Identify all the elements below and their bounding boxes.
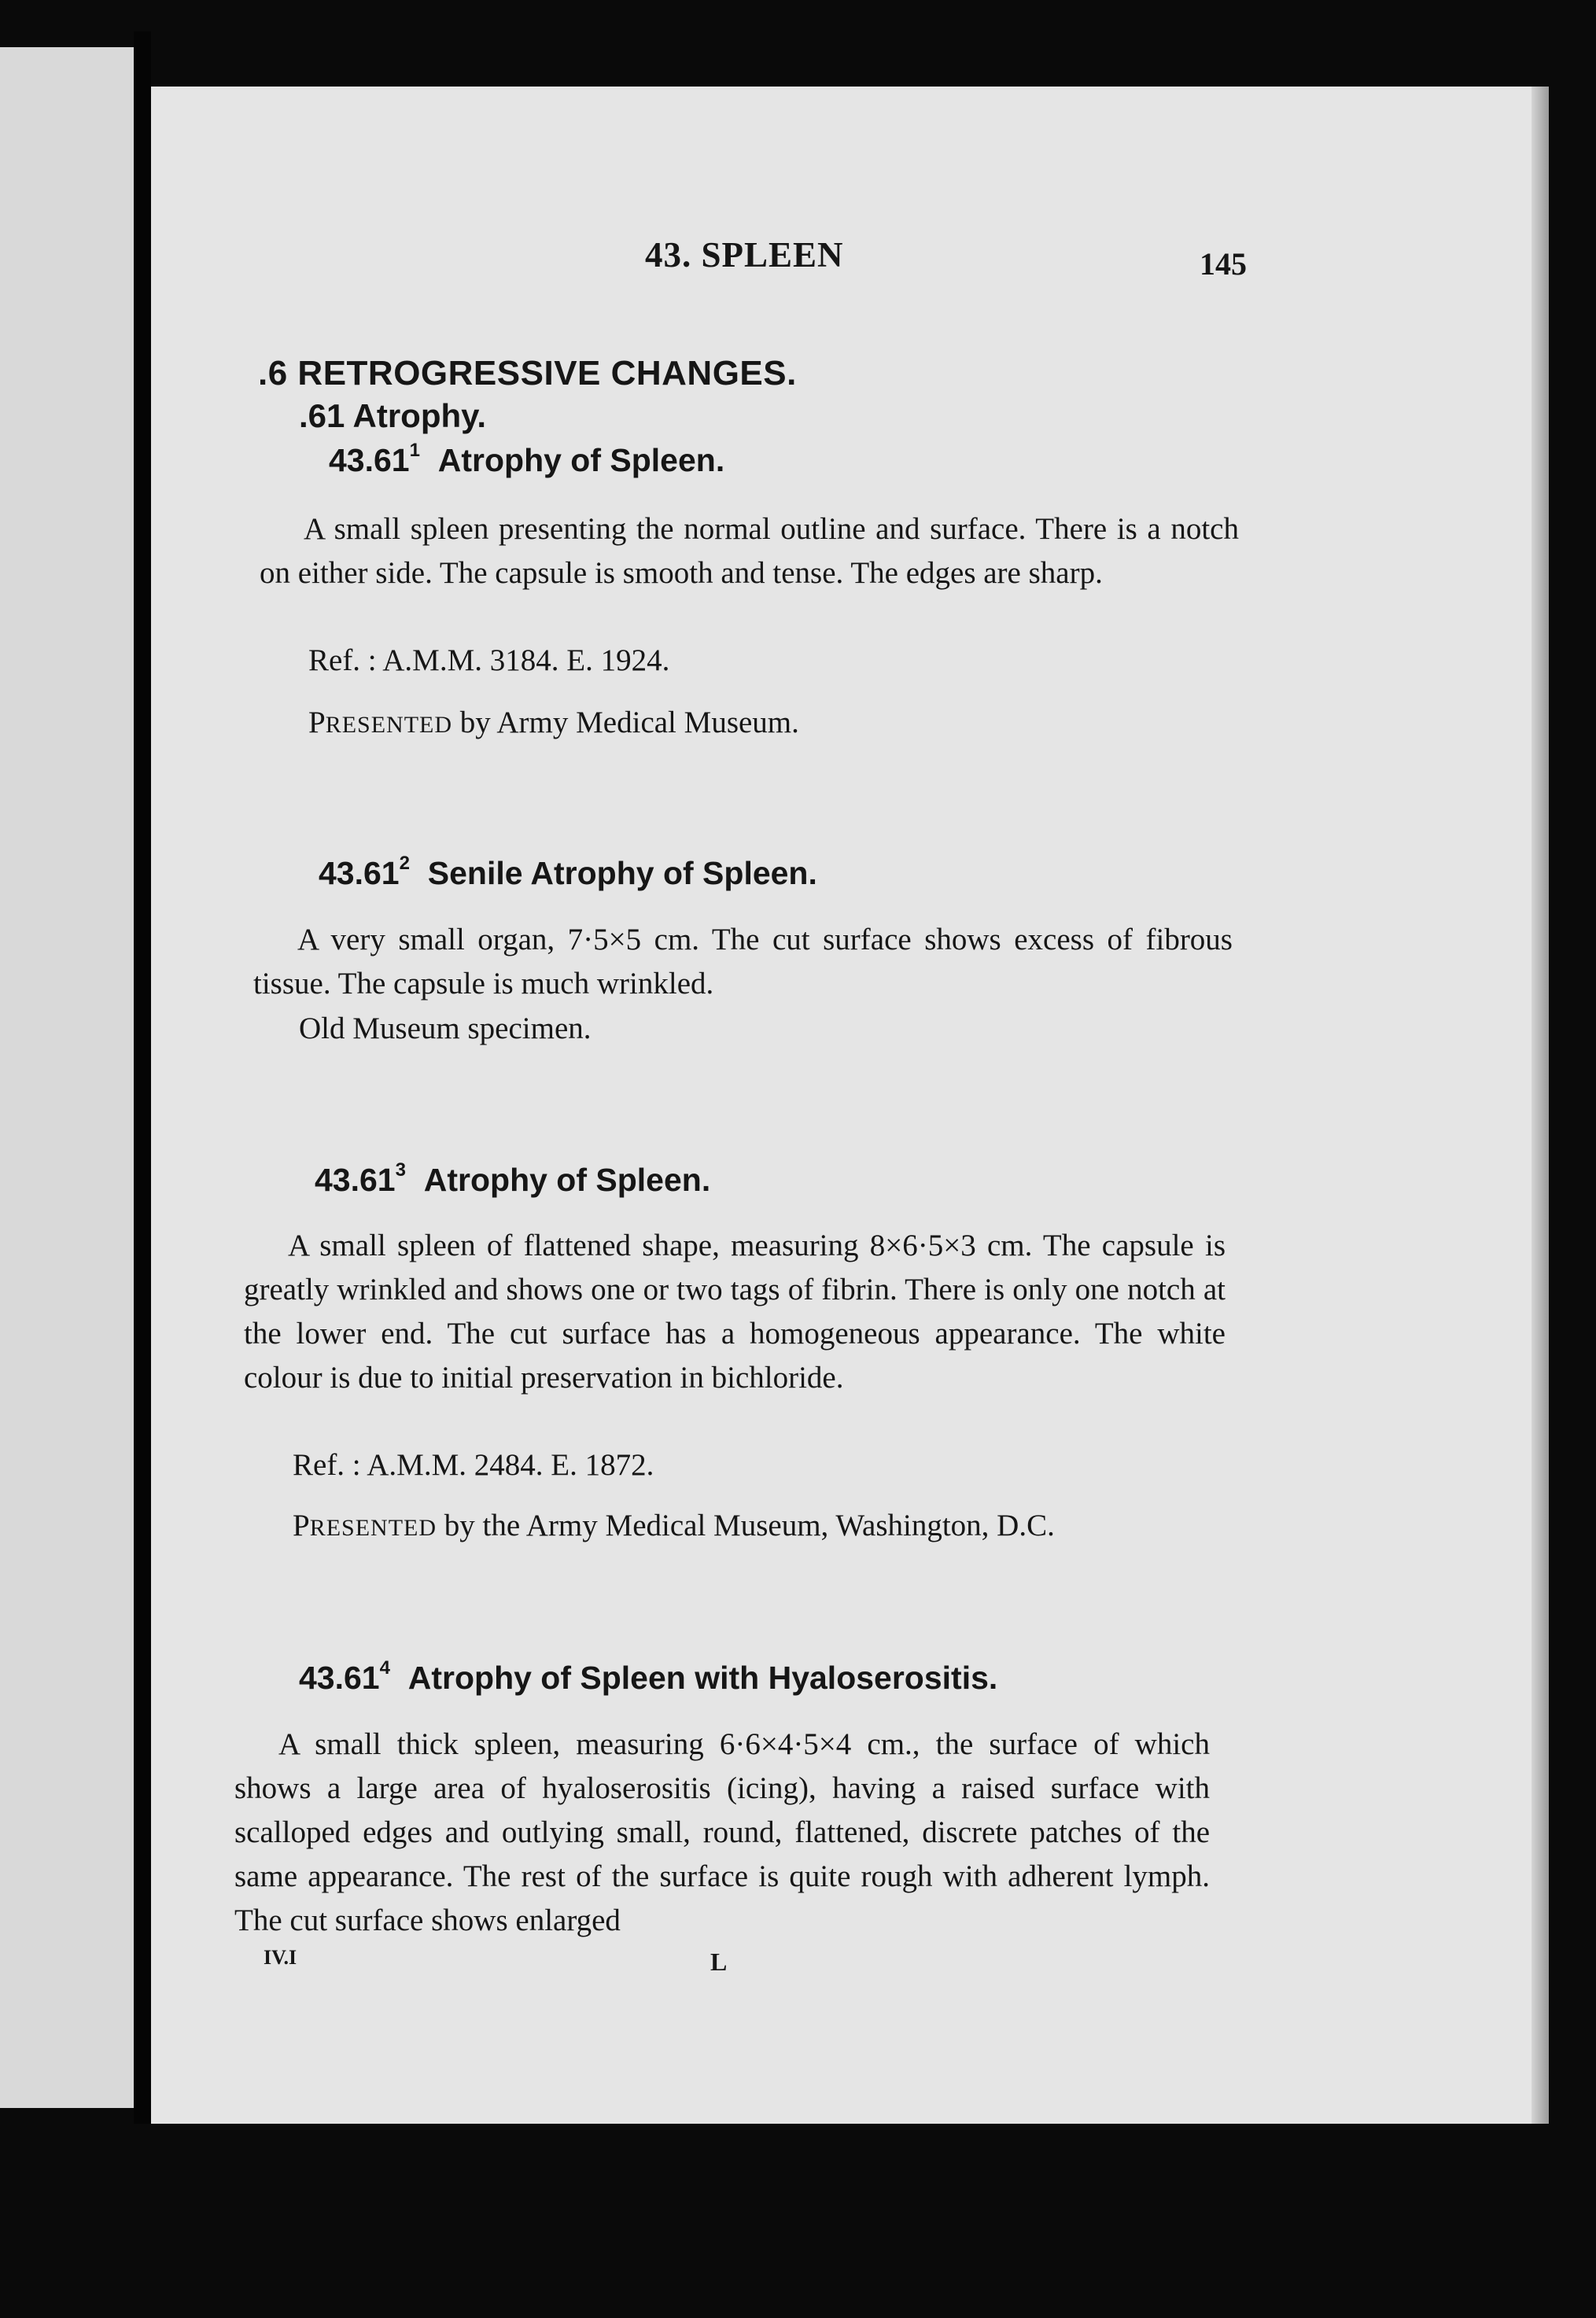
presented-by: by Army Medical Museum.: [452, 706, 799, 739]
entry-text: A very small organ, 7·5×5 cm. The cut surface shows excess of fibrous tissue. The capsule is much wrinkled.: [253, 923, 1233, 1001]
entry-heading: [299, 1657, 998, 1697]
entry-sup: 2: [399, 853, 410, 875]
entry-number: 43.61: [319, 855, 400, 891]
entry-number: 43.61: [315, 1162, 396, 1198]
presented-lead: P: [293, 1509, 310, 1542]
presented-by: by the Army Medical Museum, Washington, D.C.: [437, 1509, 1055, 1542]
entry-text-block: [260, 507, 1239, 595]
entry-title: Senile Atrophy of Spleen.: [427, 855, 817, 891]
entry-text-block: [244, 1224, 1226, 1400]
entry-title: Atrophy of Spleen with Hyaloserositis.: [407, 1660, 998, 1696]
entry-text: A small spleen of flattened shape, measuring 8×6·5×3 cm. The capsule is greatly wrinkled and shows one or two tags of fibrin. There is only one notch at the lower end. The cut surface has a homogeneous appearance. The white colour is due to initial preservation in bichloride.: [244, 1229, 1226, 1395]
entry-title: Atrophy of Spleen.: [423, 1162, 711, 1198]
running-title: 43. SPLEEN: [645, 235, 844, 275]
subsection-heading: .61 Atrophy.: [299, 397, 487, 434]
entry-sup: 4: [379, 1657, 390, 1679]
presented-lead: P: [308, 706, 326, 739]
entry-title: Atrophy of Spleen.: [437, 442, 725, 478]
entry-heading: [329, 442, 724, 479]
entry-sup: 1: [409, 440, 420, 462]
entry-presented: [293, 1508, 1055, 1543]
signature-mark-left: IV.I: [264, 1946, 297, 1969]
right-page-edge: [1531, 87, 1549, 2124]
entry-text: A small thick spleen, measuring 6·6×4·5×4 cm., the surface of which shows a large area of hyaloserositis (icing), having a raised surface with scalloped edges and outlying small, round, flattened, discrete patches of the same appearance. The rest of the surface is quite rough with adherent lymph. The cut surface shows enlarged: [234, 1727, 1210, 1937]
entry-text-block: [234, 1723, 1210, 1943]
entry-number: 43.61: [329, 442, 410, 478]
presented-rest: RESENTED: [325, 712, 453, 738]
binding-gutter: [134, 31, 151, 2124]
entry-text-block: [253, 918, 1233, 1006]
entry-number: 43.61: [299, 1660, 380, 1696]
entry-heading: [319, 855, 817, 892]
entry-ref: Ref. : A.M.M. 2484. E. 1872.: [293, 1448, 654, 1482]
page-number: 145: [1200, 246, 1247, 282]
section-heading: .6 RETROGRESSIVE CHANGES.: [258, 354, 797, 392]
presented-rest: RESENTED: [309, 1515, 437, 1541]
entry-text: A small spleen presenting the normal outline and surface. There is a notch on either side. The capsule is smooth and tense. The edges are sharp.: [260, 512, 1239, 590]
entry-sup: 3: [395, 1159, 406, 1181]
signature-mark-center: L: [710, 1948, 728, 1976]
entry-note: Old Museum specimen.: [299, 1012, 592, 1045]
entry-heading: [315, 1159, 711, 1199]
entry-presented: [308, 705, 799, 740]
entry-ref: Ref. : A.M.M. 3184. E. 1924.: [308, 643, 670, 677]
left-page-edge: [0, 47, 134, 2108]
